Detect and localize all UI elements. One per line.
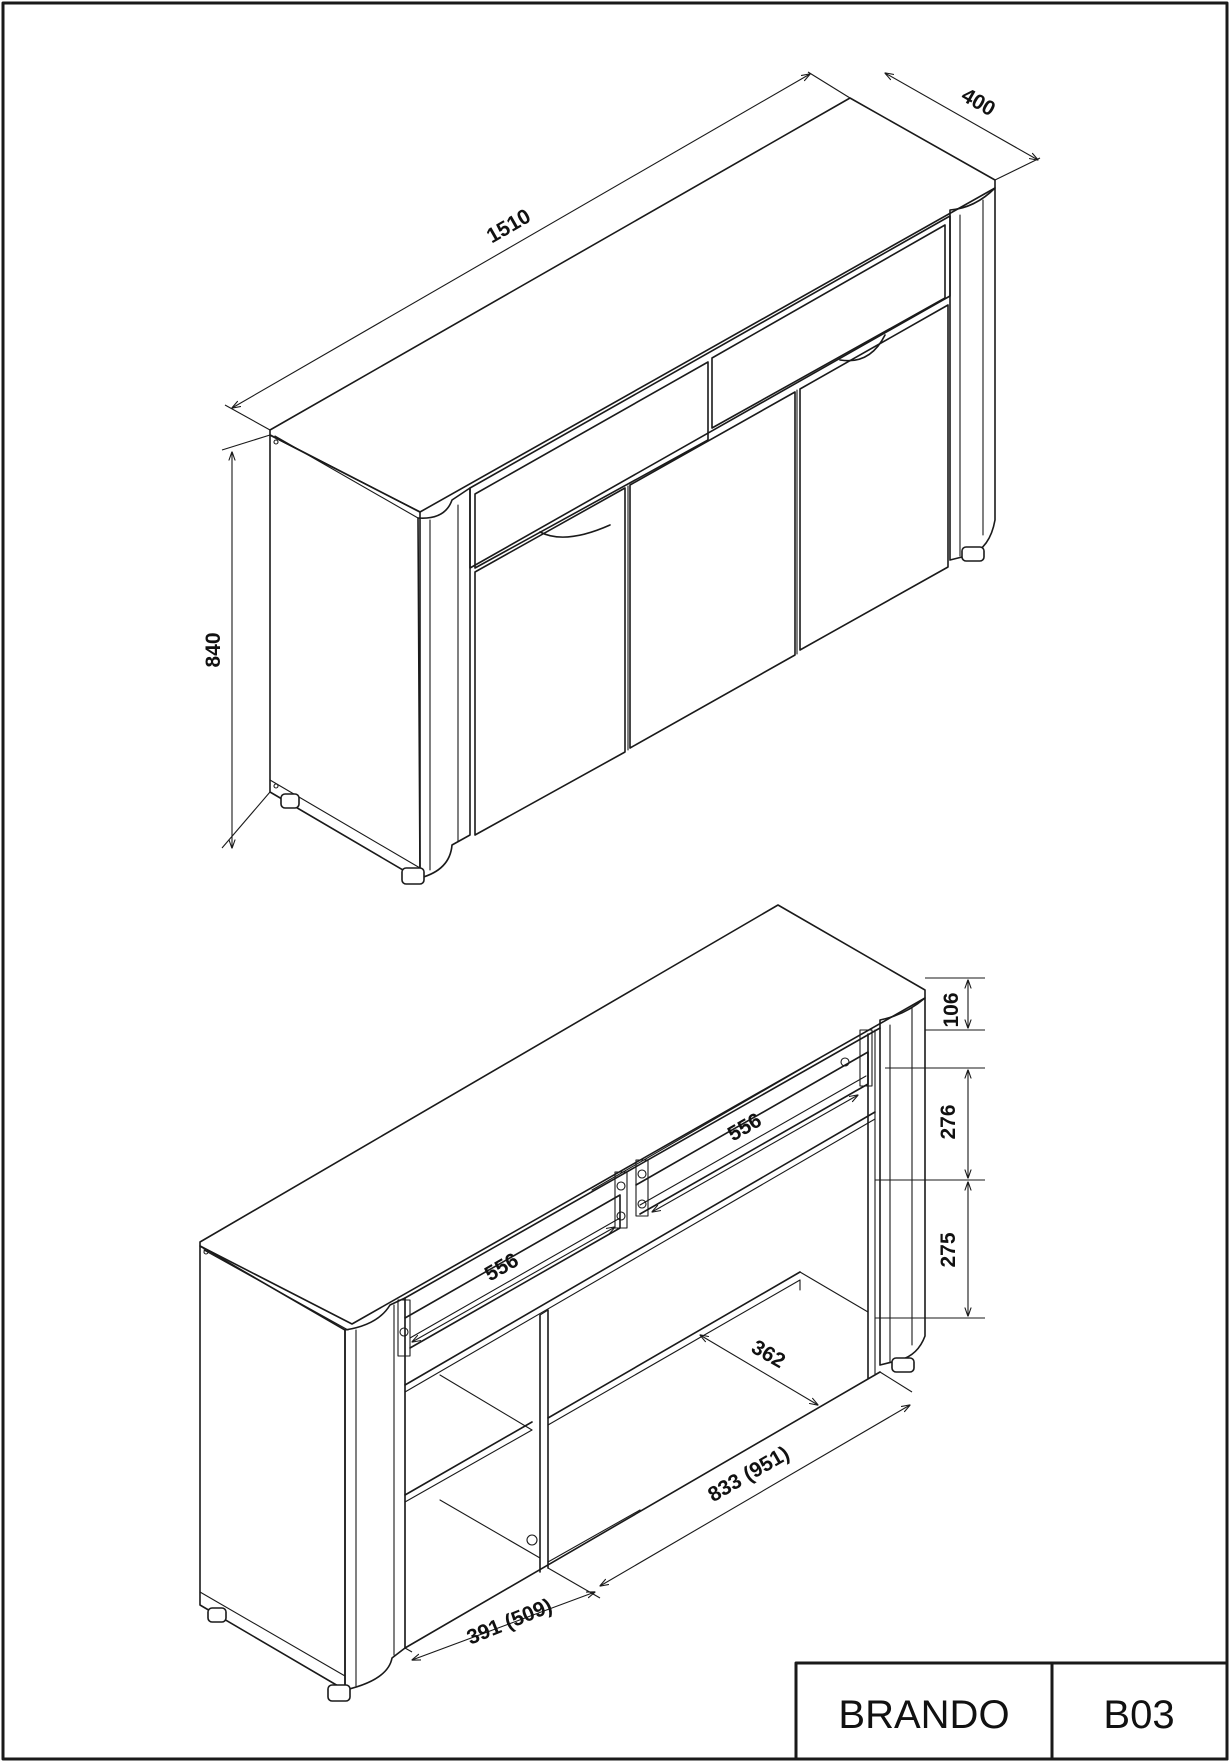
runner-screw	[400, 1328, 408, 1336]
center-door	[630, 392, 795, 748]
left-shelf-side	[440, 1375, 532, 1430]
top-drawer-height-label: 106	[940, 992, 963, 1028]
depth-dimension-line	[885, 73, 1038, 160]
right-door	[800, 305, 948, 650]
right-front-frame	[880, 998, 925, 1365]
bottom-view-dimensions	[405, 978, 985, 1660]
left-side-panel	[200, 1246, 345, 1690]
hinge-dot	[274, 784, 278, 788]
bottom-back-line	[440, 1500, 540, 1558]
right-drawer-width-label: 556	[723, 1108, 766, 1147]
shelf-depth-label: 362	[747, 1335, 790, 1374]
right-shelf-side	[800, 1272, 868, 1312]
width-dimension-line	[232, 74, 810, 408]
bottom-back-line	[548, 1510, 640, 1562]
product-code: B03	[1103, 1693, 1175, 1737]
left-shelf-edge	[405, 1430, 532, 1502]
bottom-rail	[405, 1372, 880, 1648]
runner-screw	[617, 1212, 625, 1220]
drawer-front-row	[470, 216, 950, 568]
right-interior-width-label: 833 (951)	[704, 1441, 794, 1507]
drawer-rail	[405, 1112, 875, 1385]
extension-line	[808, 72, 850, 98]
divider-hole	[527, 1535, 537, 1545]
title-block	[796, 1663, 1227, 1759]
top-surface	[270, 98, 995, 512]
right-drawer-handle	[840, 335, 885, 361]
left-front-frame	[418, 488, 470, 878]
product-name: BRANDO	[838, 1693, 1010, 1737]
runner-screw	[617, 1182, 625, 1190]
page-border	[3, 3, 1227, 1759]
extension-line	[225, 405, 270, 430]
left-side-panel	[270, 435, 420, 880]
left-front-frame	[345, 1298, 405, 1690]
extension-line	[995, 158, 1040, 180]
foot	[208, 1608, 226, 1622]
right-interior-width-line	[600, 1405, 910, 1586]
extension-line	[222, 792, 270, 848]
left-drawer-width-label: 556	[480, 1248, 523, 1287]
sideboard-closed-view	[270, 98, 995, 884]
left-shelf-front	[405, 1422, 532, 1495]
middle-height-label: 276	[937, 1104, 960, 1140]
foot	[402, 868, 424, 884]
hinge-dot	[274, 440, 278, 444]
bottom-section-height-label: 275	[937, 1232, 960, 1268]
foot	[962, 547, 984, 561]
width-dimension-label: 1510	[482, 204, 535, 249]
right-front-frame	[950, 188, 995, 560]
extension-line	[405, 1648, 412, 1652]
foot	[892, 1358, 914, 1372]
extension-line	[222, 435, 270, 450]
runner-screw	[638, 1170, 646, 1178]
extension-line	[880, 1372, 912, 1392]
foot	[281, 794, 299, 808]
height-dimension-label: 840	[202, 632, 225, 668]
depth-dimension-label: 400	[957, 83, 1000, 122]
left-interior-width-label: 391 (509)	[463, 1594, 556, 1650]
foot	[328, 1685, 350, 1701]
top-rail	[405, 1028, 880, 1298]
plinth-line	[200, 1592, 345, 1676]
left-door	[475, 488, 625, 835]
left-drawer-width-line	[412, 1227, 615, 1342]
top-view-dimensions	[202, 72, 1040, 848]
sideboard-open-view	[200, 905, 925, 1701]
